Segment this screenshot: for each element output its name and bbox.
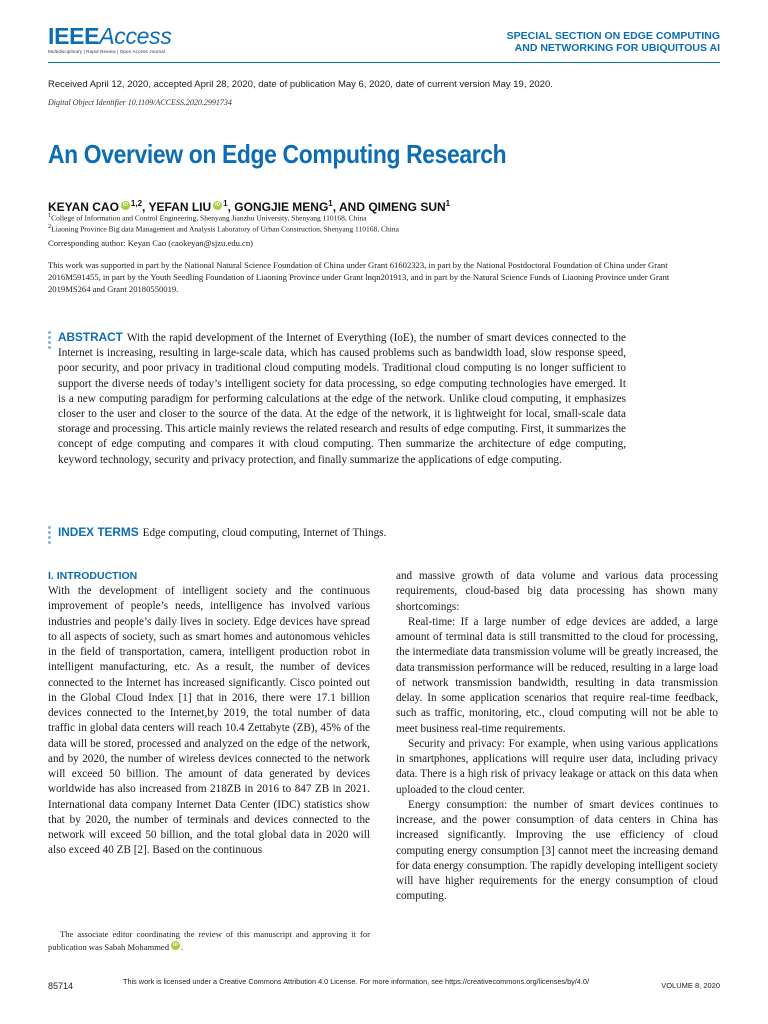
logo-access: Access	[99, 23, 172, 49]
editor-footnote: The associate editor coordinating the review of this manuscript and approving it for publication was Sabah Mohammed iD .	[48, 929, 370, 952]
body-paragraph: Security and privacy: For example, when using various applications in smartphones, applications will require user data, including privacy data. There is a high risk of privacy leakage or attack on this data when uploaded to the cloud center.	[396, 737, 718, 796]
section-line-2: AND NETWORKING FOR UBIQUITOUS AI	[514, 42, 720, 54]
author-affil-sup: 1	[445, 199, 451, 208]
page-number: 85714	[48, 981, 74, 991]
header-rule	[48, 62, 720, 63]
doi-label: Digital Object Identifier	[48, 98, 126, 107]
author-affil-sup: 1	[328, 199, 333, 208]
index-terms-text: Edge computing, cloud computing, Internet of Things.	[142, 527, 387, 539]
body-paragraph: Real-time: If a large number of edge devices are added, a large amount of terminal data is still transmitted to the cloud for processing, the intermediate data transmission volume will be greatly increased, the data transmission performance will be reduced, resulting in a large load of network transmission bandwidth, resulting in data transmission delay. In some application scenarios that require real-time feedback, such as traffic, monitoring, etc., cloud computing will not be able to meet business real-time requirements.	[396, 615, 718, 735]
author-affil-sup: 1,2	[130, 199, 143, 208]
license-notice[interactable]: This work is licensed under a Creative Commons Attribution 4.0 License. For more information, see https://creativecommons.org/licenses/by/4.0/	[123, 977, 589, 986]
affiliation-1	[48, 212, 367, 223]
section-line-1: SPECIAL SECTION ON EDGE COMPUTING	[506, 30, 720, 42]
abstract-label: ABSTRACT	[58, 330, 123, 344]
received-dates: Received April 12, 2020, accepted April 28, 2020, date of publication May 6, 2020, date of current version May 19, 2020.	[48, 79, 553, 90]
orcid-icon[interactable]: iD	[173, 943, 179, 949]
volume-label: VOLUME 8, 2020	[661, 981, 720, 990]
abstract-marker	[48, 331, 51, 351]
logo-ieee: IEEE	[48, 23, 100, 49]
abstract-text: With the rapid development of the Internet of Everything (IoE), the number of smart devices connected to the Internet is increasing, resulting in large-scale data, which has caused problems such as bandwidth load, slow response speed, poor security, and poor privacy in traditional cloud computing models. Traditional cloud computing is no longer sufficient to support the diverse needs of today’s intelligent society for data processing, so edge computing technologies have emerged. It is a new computing paradigm for performing calculations at the edge of the network. Unlike cloud computing, it emphasizes closer to the user and closer to the source of the data. At the edge of the network, it is lightweight for local, small-scale data storage and processing. This article mainly reviews the related research and results of edge computing. First, it summarizes the concept of edge computing and compares it with cloud computing. Then summarize the architecture of edge computing, keyword technology, security and privacy protection, and finally summarize the applications of edge computing.	[58, 332, 626, 466]
paper-title: An Overview on Edge Computing Research	[48, 139, 507, 169]
orcid-icon[interactable]: iD	[215, 202, 221, 208]
author-name: KEYAN CAO	[48, 200, 119, 214]
section-heading: I. INTRODUCTION	[48, 570, 138, 582]
affiliation-text: College of Information and Control Engineering, Shenyang Jianzhu University, Shenyang 110168, China	[51, 213, 367, 223]
index-terms	[58, 525, 626, 541]
body-column-left	[48, 569, 370, 859]
index-terms-label: INDEX TERMS	[58, 525, 139, 539]
doi-line	[48, 98, 232, 107]
special-section-label	[507, 30, 720, 54]
author-name: AND QIMENG SUN	[338, 200, 446, 214]
author-list: KEYAN CAO iD $^{1,2}$, YEFAN LIU iD $^1$, GONGJIE MENG$^1$, AND QIMENG SUN$^1$	[48, 199, 451, 214]
index-terms-marker	[48, 526, 51, 546]
author-name: YEFAN LIU	[148, 200, 212, 214]
author-name: GONGJIE MENG	[234, 200, 329, 214]
orcid-icon[interactable]: iD	[122, 202, 128, 208]
body-paragraph: With the development of intelligent society and the continuous improvement of people’s needs, intelligence has involved various industries and people’s daily lives in society. Edge devices have spread to all aspects of society, such as smart homes and autonomous vehicles in the field of transportation, camera, intelligent production robot in intelligent manufacturing, etc. As a result, the number of devices connected to the Internet has increased significantly. Cisco pointed out in the Global Cloud Index [1] that in 2016, there were 17.1 billion devices connected to the Internet,by 2019, the total number of data traffic in global data centers will reach 10.4 Zettabyte (ZB), 45% of the data will be stored, processed and analyzed on the edge of the network, and by 2020, the number of wireless devices connected to the network will exceed 50 billion. The amount of data generated by devices worldwide has also increased from 218ZB in 2016 to 847 ZB in 2021. International data company Internet Data Center (IDC) statistics show that by 2020, the number of terminals and devices connected to the network will exceed 50 billion, and the total global data in 2020 will also exceed 40 ZB [2]. Based on the continuous	[48, 585, 370, 857]
affiliation-2	[48, 223, 399, 234]
affiliation-text: Liaoning Province Big data Management and Analysis Laboratory of Urban Construction, Shenyang 110168, China	[51, 224, 399, 234]
body-column-right	[396, 569, 718, 905]
body-paragraph: and massive growth of data volume and various data processing requirements, cloud-based big data processing has shown many shortcomings:	[396, 570, 718, 613]
journal-logo	[48, 24, 172, 54]
footnote-text: The associate editor coordinating the review of this manuscript and approving it for publication was Sabah Mohammed	[48, 929, 370, 952]
body-paragraph: Energy consumption: the number of smart devices continues to increase, and the power consumption of data centers in China has increased significantly. Improving the use efficiency of cloud computing energy consumption [3] cannot meet the increasing demand for data energy consumption. The rapidly developing intelligent society will have higher requirements for the energy consumption of cloud computing.	[396, 798, 718, 903]
doi-value[interactable]: 10.1109/ACCESS.2020.2991734	[127, 98, 232, 107]
abstract	[58, 330, 626, 468]
corresponding-author: Corresponding author: Keyan Cao (caokeyan@sjzu.edu.cn)	[48, 238, 254, 248]
funding-note: This work was supported in part by the National Natural Science Foundation of China under Grant 61602323, in part by the National Postdoctoral Foundation of China under Grant 2016M591455, in part by the Youth Seedling Foundation of Liaoning Province under Grant lnqn201913, and in part by the Natural Science Funds of Liaoning Province under Grant 2019MS264 and Grant 20180550019.	[48, 260, 670, 294]
logo-tagline: Multidisciplinary | Rapid Review | Open Access Journal	[48, 49, 166, 54]
author-affil-sup: 1	[223, 199, 228, 208]
affiliation-num: 1	[48, 212, 52, 219]
affiliation-num: 2	[48, 223, 52, 230]
